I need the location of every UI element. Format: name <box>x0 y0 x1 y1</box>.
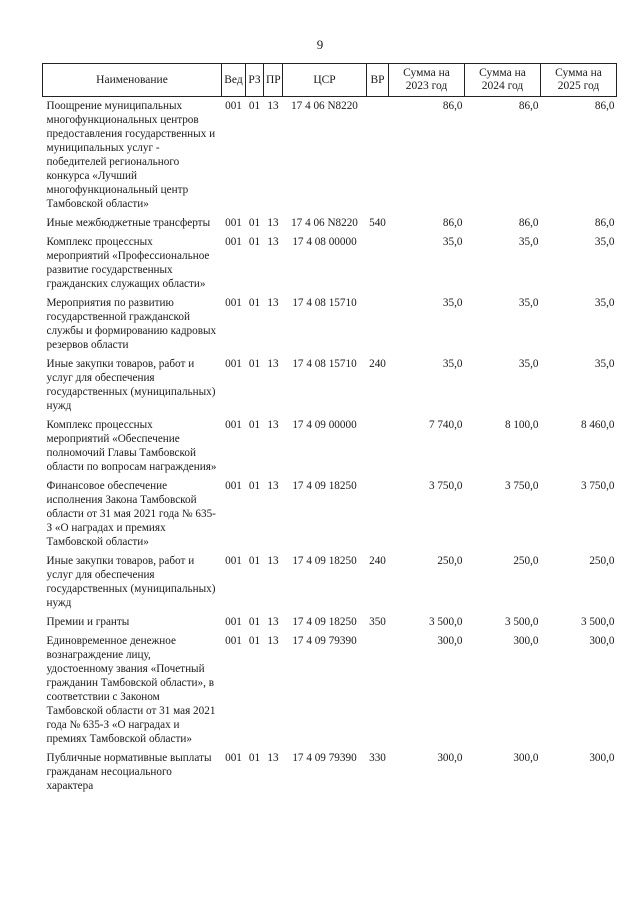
row-csr: 17 4 08 15710 <box>292 297 357 309</box>
row-sum-2025: 35,0 <box>594 297 615 309</box>
row-ved: 001 <box>225 358 242 370</box>
row-name: Финансовое обеспечение исполнения Закона Тамбовской области от 31 мая 2021 года № 635-З «О наградах и премиях Тамбовской области» <box>46 480 216 548</box>
row-csr: 17 4 08 00000 <box>292 236 357 248</box>
row-ved: 001 <box>225 419 242 431</box>
row-csr: 17 4 09 00000 <box>292 419 357 431</box>
page-number: 9 <box>316 37 324 52</box>
row-sum-2024: 300,0 <box>513 635 539 647</box>
row-sum-2023: 7 740,0 <box>428 419 463 431</box>
row-pr: 13 <box>267 100 279 112</box>
row-csr: 17 4 09 18250 <box>292 480 357 492</box>
row-pr: 13 <box>267 236 279 248</box>
header-vr: ВР <box>367 64 389 97</box>
row-sum-2023: 35,0 <box>442 236 463 248</box>
row-sum-2025: 3 500,0 <box>580 616 615 628</box>
row-vr: 240 <box>369 555 386 567</box>
row-sum-2025: 86,0 <box>594 217 615 229</box>
row-rz: 01 <box>248 555 261 567</box>
row-ved: 001 <box>225 635 242 647</box>
row-sum-2024: 8 100,0 <box>504 419 539 431</box>
header-sum-2025: Сумма на 2025 год <box>541 64 617 97</box>
table-row <box>43 751 617 798</box>
row-rz: 01 <box>248 635 261 647</box>
row-sum-2023: 35,0 <box>442 297 463 309</box>
row-name: Иные закупки товаров, работ и услуг для обеспечения государственных (муниципальных) нужд <box>46 555 216 609</box>
row-rz: 01 <box>248 236 261 248</box>
table-row <box>43 634 617 751</box>
row-sum-2023: 3 500,0 <box>428 616 463 628</box>
row-pr: 13 <box>267 419 279 431</box>
row-sum-2025: 250,0 <box>589 555 615 567</box>
row-name: Иные закупки товаров, работ и услуг для обеспечения государственных (муниципальных) нужд <box>46 358 216 412</box>
row-sum-2024: 86,0 <box>518 100 539 112</box>
row-sum-2023: 300,0 <box>437 752 463 764</box>
row-sum-2024: 86,0 <box>518 217 539 229</box>
row-csr: 17 4 09 79390 <box>292 752 357 764</box>
row-ved: 001 <box>225 236 242 248</box>
row-pr: 13 <box>267 217 279 229</box>
budget-table <box>42 63 617 798</box>
row-ved: 001 <box>225 100 242 112</box>
row-ved: 001 <box>225 555 242 567</box>
row-csr: 17 4 09 18250 <box>292 555 357 567</box>
row-name: Публичные нормативные выплаты гражданам несоциального характера <box>46 752 212 792</box>
row-rz: 01 <box>248 100 261 112</box>
row-vr <box>367 296 389 357</box>
row-sum-2025: 300,0 <box>589 635 615 647</box>
header-sum-2024: Сумма на 2024 год <box>465 64 541 97</box>
row-rz: 01 <box>248 480 261 492</box>
row-name: Мероприятия по развитию государственной гражданской службы и формированию кадровых резервов области <box>46 297 217 351</box>
table-row <box>43 357 617 418</box>
table-row <box>43 615 617 634</box>
row-ved: 001 <box>225 616 242 628</box>
row-vr: 330 <box>369 752 386 764</box>
row-name: Единовременное денежное вознаграждение лицу, удостоенному звания «Почетный гражданин Тамбовской области», в соответствии с Законом Тамбовской области от 31 мая 2021 года № 635-З «О наградах и премиях Тамбовской области» <box>46 635 216 745</box>
row-pr: 13 <box>267 358 279 370</box>
row-sum-2024: 35,0 <box>518 236 539 248</box>
row-vr <box>367 479 389 554</box>
row-rz: 01 <box>248 297 261 309</box>
row-sum-2023: 250,0 <box>437 555 463 567</box>
header-name: Наименование <box>43 64 222 97</box>
row-sum-2025: 8 460,0 <box>580 419 615 431</box>
row-pr: 13 <box>267 480 279 492</box>
row-sum-2024: 3 500,0 <box>504 616 539 628</box>
row-csr: 17 4 09 18250 <box>292 616 357 628</box>
row-vr <box>367 418 389 479</box>
table-row <box>43 418 617 479</box>
table-row <box>43 479 617 554</box>
row-sum-2025: 3 750,0 <box>580 480 615 492</box>
table-header-row <box>43 64 617 97</box>
row-sum-2024: 35,0 <box>518 297 539 309</box>
row-ved: 001 <box>225 217 242 229</box>
row-sum-2024: 35,0 <box>518 358 539 370</box>
table-row <box>43 97 617 217</box>
row-pr: 13 <box>267 616 279 628</box>
row-vr <box>367 235 389 296</box>
row-sum-2025: 300,0 <box>589 752 615 764</box>
row-ved: 001 <box>225 297 242 309</box>
row-vr <box>367 97 389 217</box>
row-csr: 17 4 06 N8220 <box>291 100 358 112</box>
table-row <box>43 216 617 235</box>
row-rz: 01 <box>248 217 261 229</box>
header-rz: РЗ <box>246 64 264 97</box>
row-vr: 350 <box>369 616 386 628</box>
row-ved: 001 <box>225 480 242 492</box>
row-sum-2024: 250,0 <box>513 555 539 567</box>
row-sum-2025: 35,0 <box>594 358 615 370</box>
row-vr: 240 <box>369 358 386 370</box>
row-csr: 17 4 06 N8220 <box>291 217 358 229</box>
row-sum-2023: 35,0 <box>442 358 463 370</box>
row-vr <box>367 634 389 751</box>
row-sum-2023: 86,0 <box>442 100 463 112</box>
header-ved: Вед <box>222 64 246 97</box>
row-sum-2023: 300,0 <box>437 635 463 647</box>
row-name: Комплекс процессных мероприятий «Обеспечение полномочий Главы Тамбовской области по вопросам награждения» <box>46 419 217 473</box>
row-name: Иные межбюджетные трансферты <box>46 217 211 229</box>
row-sum-2025: 35,0 <box>594 236 615 248</box>
row-name: Комплекс процессных мероприятий «Профессиональное развитие государственных гражданских служащих области» <box>46 236 210 290</box>
row-pr: 13 <box>267 635 279 647</box>
header-sum-2023: Сумма на 2023 год <box>389 64 465 97</box>
row-rz: 01 <box>248 358 261 370</box>
row-vr: 540 <box>369 217 386 229</box>
table-row <box>43 296 617 357</box>
row-pr: 13 <box>267 555 279 567</box>
header-pr: ПР <box>264 64 283 97</box>
row-sum-2023: 86,0 <box>442 217 463 229</box>
row-rz: 01 <box>248 752 261 764</box>
row-name: Премии и гранты <box>46 616 130 628</box>
header-csr: ЦСР <box>283 64 367 97</box>
row-ved: 001 <box>225 752 242 764</box>
row-csr: 17 4 08 15710 <box>292 358 357 370</box>
row-rz: 01 <box>248 616 261 628</box>
row-name: Поощрение муниципальных многофункциональных центров предоставления государственных и муниципальных услуг - победителей регионального конкурса «Лучший многофункциональный центр Тамбовской области» <box>46 100 216 210</box>
row-sum-2024: 300,0 <box>513 752 539 764</box>
row-csr: 17 4 09 79390 <box>292 635 357 647</box>
table-row <box>43 235 617 296</box>
row-pr: 13 <box>267 752 279 764</box>
row-sum-2025: 86,0 <box>594 100 615 112</box>
row-rz: 01 <box>248 419 261 431</box>
row-sum-2024: 3 750,0 <box>504 480 539 492</box>
table-row <box>43 554 617 615</box>
row-sum-2023: 3 750,0 <box>428 480 463 492</box>
row-pr: 13 <box>267 297 279 309</box>
